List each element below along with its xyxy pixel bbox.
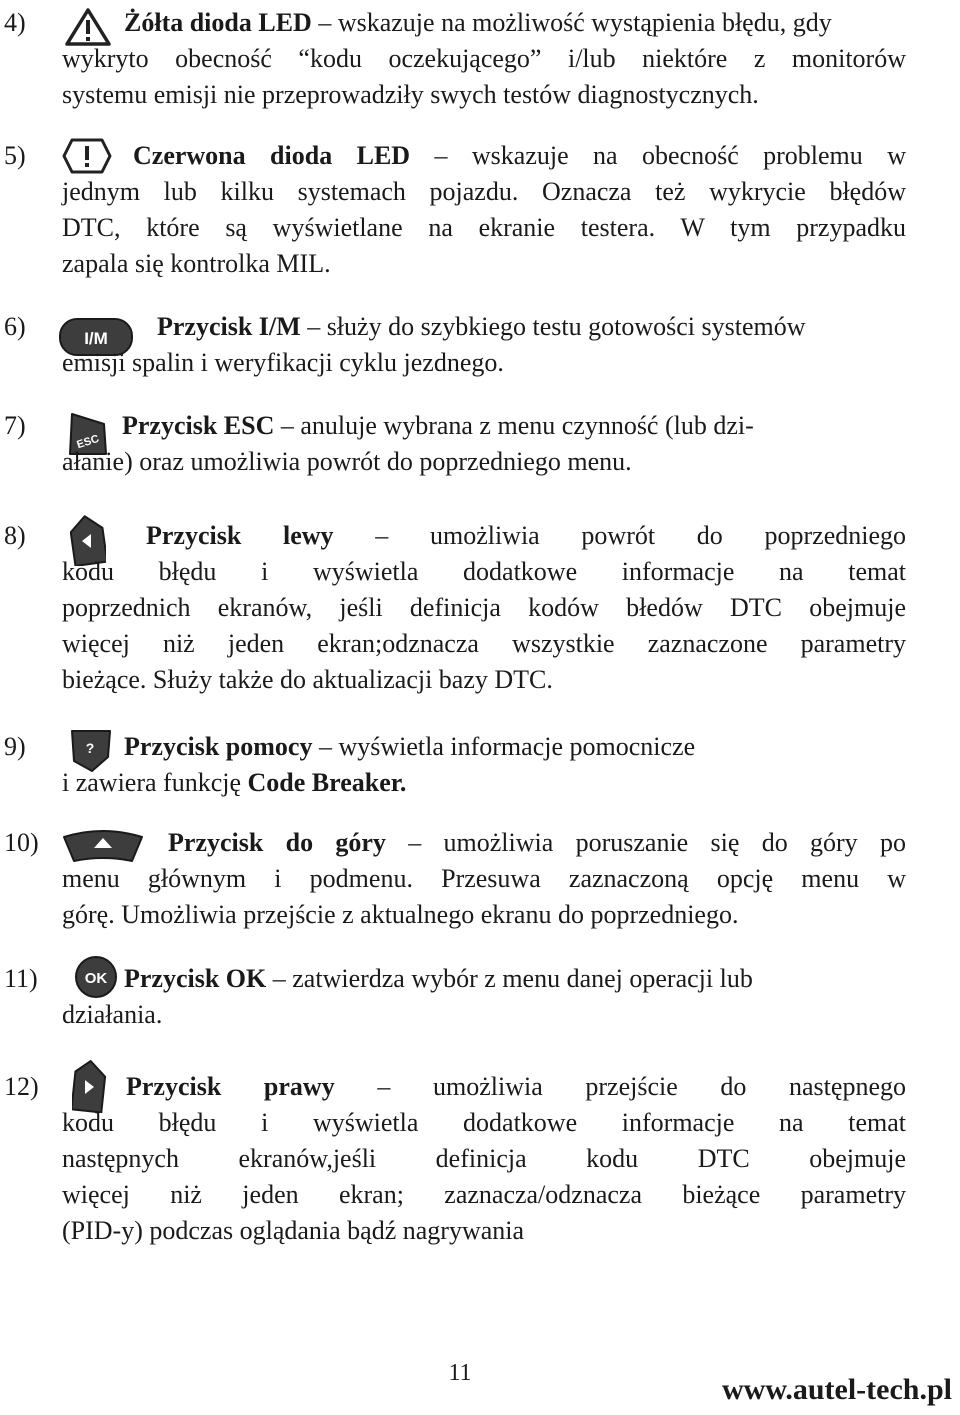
item-text: jednym lub kilku systemach pojazdu. Oznacza też wykrycie błędów — [62, 177, 906, 206]
item-text: poprzednich ekranów, jeśli definicja kodów błedów DTC obejmuje — [62, 593, 906, 622]
item-text: i zawiera funkcję — [62, 768, 248, 797]
code-breaker-label: Code Breaker. — [247, 768, 407, 797]
item-title: Czerwona dioda LED — [133, 141, 411, 170]
page-number: 11 — [448, 1360, 472, 1386]
item-text: – wskazuje na obecność problemu w — [410, 141, 906, 170]
icon-label: OK — [84, 970, 108, 987]
item-title: Przycisk I/M — [157, 312, 301, 341]
item-text: działania. — [62, 1000, 163, 1029]
item-number: 5) — [4, 141, 26, 170]
exclamation-icon — [62, 138, 112, 174]
item-text: – służy do szybkiego testu gotowości systemów — [300, 312, 806, 341]
item-number: 8) — [4, 521, 26, 550]
item-text: więcej niż jeden ekran; zaznacza/odznacza bieżące parametry — [62, 1180, 906, 1209]
item-number: 7) — [4, 411, 26, 440]
item-text: kodu błędu i wyświetla dodatkowe informacje na temat — [62, 557, 906, 586]
item-text: górę. Umożliwia przejście z aktualnego ekranu do poprzedniego. — [62, 900, 739, 929]
item-title: Przycisk lewy — [146, 521, 334, 550]
item-text: – wskazuje na możliwość wystąpienia błędu, gdy — [311, 8, 832, 37]
item-text: bieżące. Służy także do aktualizacji bazy DTC. — [62, 665, 553, 694]
item-text: – zatwierdza wybór z menu danej operacji lub — [266, 964, 753, 993]
item-text: systemu emisji nie przeprowadziły swych testów diagnostycznych. — [62, 80, 759, 109]
icon-label: ? — [85, 740, 95, 756]
item-title: Przycisk ESC — [122, 411, 275, 440]
item-text: więcej niż jeden ekran;odznacza wszystkie zaznaczone parametry — [62, 629, 906, 658]
item-number: 10) — [4, 828, 39, 857]
item-text: – wyświetla informacje pomocnicze — [312, 732, 696, 761]
item-number: 12) — [4, 1072, 39, 1101]
item-text: kodu błędu i wyświetla dodatkowe informacje na temat — [62, 1108, 906, 1137]
website-url: www.autel-tech.pl — [722, 1373, 952, 1406]
item-text: wykryto obecność “kodu oczekującego” i/lub niektóre z monitorów — [62, 44, 906, 73]
item-title: Przycisk do góry — [168, 828, 386, 857]
up-arrow-button-icon — [62, 827, 144, 865]
item-text: – umożliwia powrót do poprzedniego — [333, 521, 907, 550]
item-text: ałanie) oraz umożliwia powrót do poprzedniego menu. — [62, 447, 632, 476]
item-number: 11) — [4, 964, 38, 993]
item-text: następnych ekranów,jeśli definicja kodu DTC obejmuje — [62, 1144, 906, 1173]
item-number: 6) — [4, 312, 26, 341]
item-text: menu głównym i podmenu. Przesuwa zaznaczoną opcję menu w — [62, 864, 906, 893]
ok-button-icon — [74, 955, 118, 999]
item-title: Przycisk OK — [124, 964, 267, 993]
icon-label: I/M — [84, 329, 108, 348]
item-text: – umożliwia przejście do następnego — [334, 1072, 906, 1101]
item-number: 4) — [4, 8, 26, 37]
item-title: Przycisk prawy — [126, 1072, 335, 1101]
item-text: – anuluje wybrana z menu czynność (lub dzi- — [280, 411, 754, 440]
item-text: zapala się kontrolka MIL. — [62, 249, 331, 278]
item-number: 9) — [4, 732, 26, 761]
item-text: (PID-y) podczas oglądania bądź nagrywania — [62, 1216, 525, 1245]
item-text: emisji spalin i weryfikacji cyklu jezdnego. — [62, 348, 504, 377]
item-title: Żółta dioda LED — [124, 8, 312, 37]
icon-label: ESC — [75, 432, 101, 452]
item-text: – umożliwia poruszanie się do góry po — [385, 828, 906, 857]
item-title: Przycisk pomocy — [124, 732, 313, 761]
item-text: DTC, które są wyświetlane na ekranie testera. W tym przypadku — [62, 213, 906, 242]
